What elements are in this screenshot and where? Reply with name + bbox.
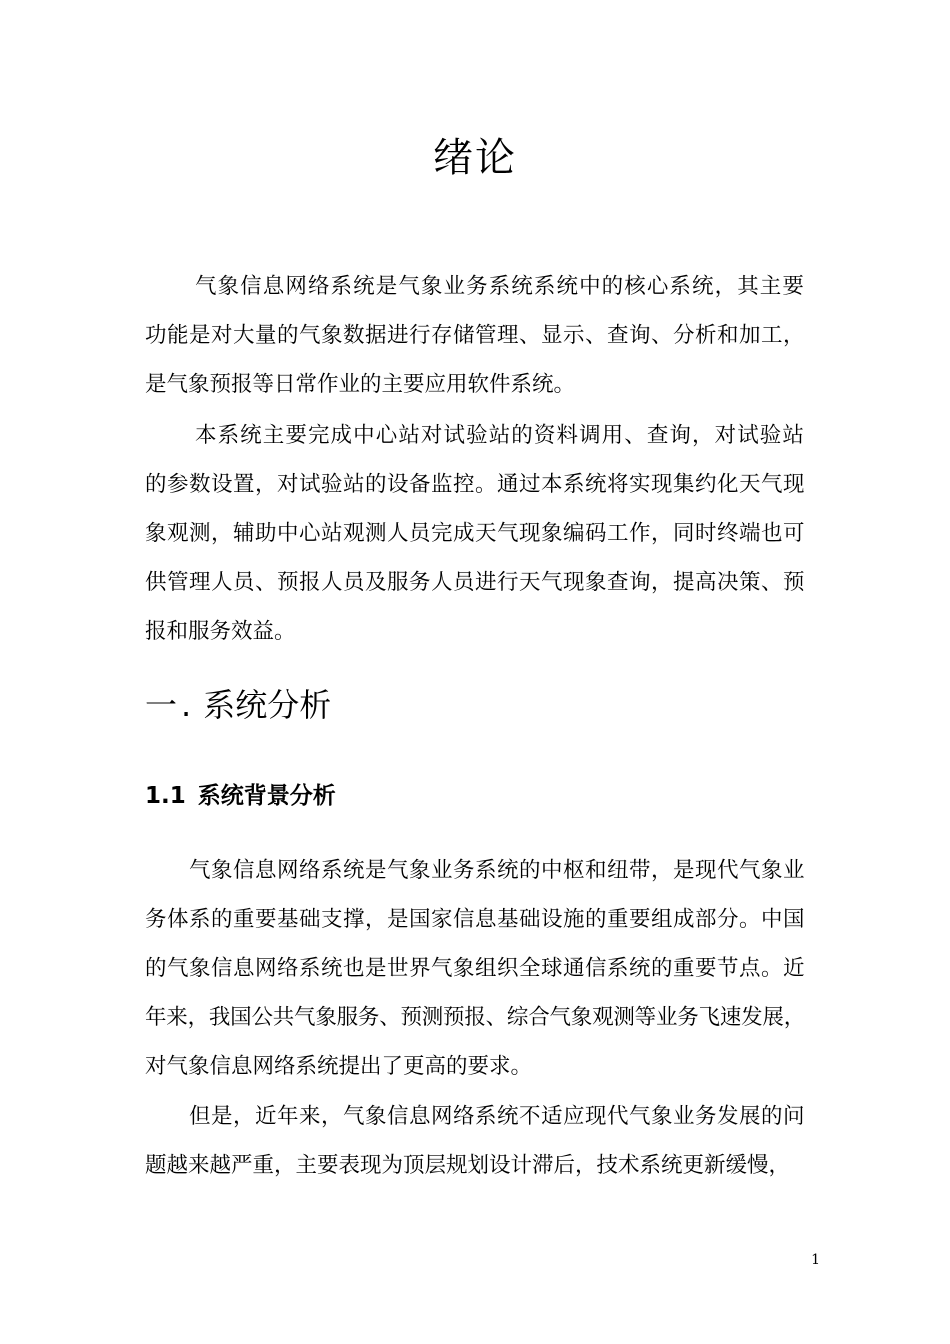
- text-line: 对气象信息网络系统提出了更高的要求。: [145, 1054, 533, 1079]
- subsection-number: 1.1: [145, 783, 186, 809]
- text-line: 功能是对大量的气象数据进行存储管理、显示、查询、分析和加工，: [145, 323, 805, 348]
- background-paragraph-1: [145, 846, 805, 1091]
- text-line: 供管理人员、预报人员及服务人员进行天气现象查询，提高决策、预: [145, 570, 805, 595]
- text-line: 象观测，辅助中心站观测人员完成天气现象编码工作，同时终端也可: [145, 521, 805, 546]
- subsection-heading-1-1: [145, 778, 336, 814]
- background-paragraph-2: [145, 1092, 805, 1190]
- text-line: 的参数设置，对试验站的设备监控。通过本系统将实现集约化天气现: [145, 472, 805, 497]
- section-separator: .: [181, 686, 192, 724]
- section-number: 一: [145, 686, 178, 724]
- text-line: 题越来越严重，主要表现为顶层规划设计滞后，技术系统更新缓慢，: [145, 1153, 791, 1178]
- text-line: 是气象预报等日常作业的主要应用软件系统。: [145, 372, 576, 397]
- section-heading-1: [145, 680, 331, 730]
- text-line: 的气象信息网络系统也是世界气象组织全球通信系统的重要节点。近: [145, 956, 805, 981]
- text-line: 气象信息网络系统是气象业务系统的中枢和纽带，是现代气象业: [189, 858, 805, 883]
- text-line: 务体系的重要基础支撑，是国家信息基础设施的重要组成部分。中国: [145, 907, 805, 932]
- intro-paragraph-1: [145, 262, 805, 409]
- subsection-title: 系统背景分析: [197, 783, 336, 809]
- section-title: 系统分析: [203, 686, 332, 724]
- page-number: 1: [811, 1252, 820, 1268]
- document-title: 绪论: [433, 135, 517, 181]
- intro-paragraph-2: [145, 411, 805, 656]
- text-line: 本系统主要完成中心站对试验站的资料调用、查询，对试验站: [195, 423, 805, 448]
- text-line: 但是，近年来，气象信息网络系统不适应现代气象业务发展的问: [189, 1104, 805, 1129]
- text-line: 年来，我国公共气象服务、预测预报、综合气象观测等业务飞速发展，: [145, 1005, 805, 1030]
- text-line: 气象信息网络系统是气象业务系统系统中的核心系统，其主要: [195, 274, 805, 299]
- text-line: 报和服务效益。: [145, 619, 296, 644]
